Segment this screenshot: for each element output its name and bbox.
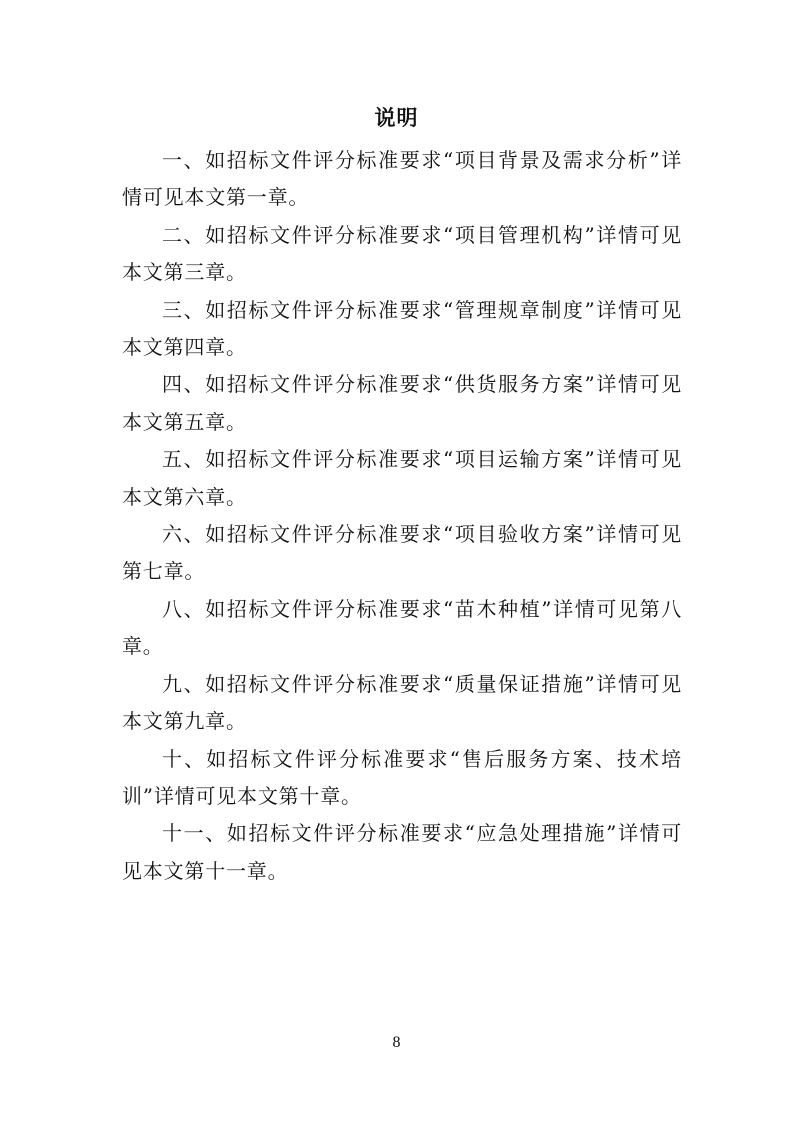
paragraph-10: 十一、如招标文件评分标准要求“应急处理措施”详情可见本文第十一章。 (122, 821, 682, 883)
page-title: 说明 (374, 105, 419, 130)
paragraph-1: 一、如招标文件评分标准要求“项目背景及需求分析”详情可见本文第一章。 (122, 148, 682, 210)
paragraph-5: 五、如招标文件评分标准要求“项目运输方案”详情可见本文第六章。 (122, 447, 682, 509)
paragraph-4: 四、如招标文件评分标准要求“供货服务方案”详情可见本文第五章。 (122, 372, 682, 434)
paragraph-2: 二、如招标文件评分标准要求“项目管理机构”详情可见本文第三章。 (122, 222, 682, 285)
paragraph-7: 八、如招标文件评分标准要求“苗木种植”详情可见第八章。 (122, 596, 682, 659)
paragraph-3: 三、如招标文件评分标准要求“管理规章制度”详情可见本文第四章。 (122, 297, 682, 360)
body-text (122, 142, 682, 890)
paragraph-6: 六、如招标文件评分标准要求“项目验收方案”详情可见第七章。 (122, 522, 682, 584)
paragraph-9: 十、如招标文件评分标准要求“售后服务方案、技术培训”详情可见本文第十章。 (122, 746, 682, 808)
page-number: 8 (392, 1034, 401, 1051)
paragraph-8: 九、如招标文件评分标准要求“质量保证措施”详情可见本文第九章。 (122, 671, 682, 734)
